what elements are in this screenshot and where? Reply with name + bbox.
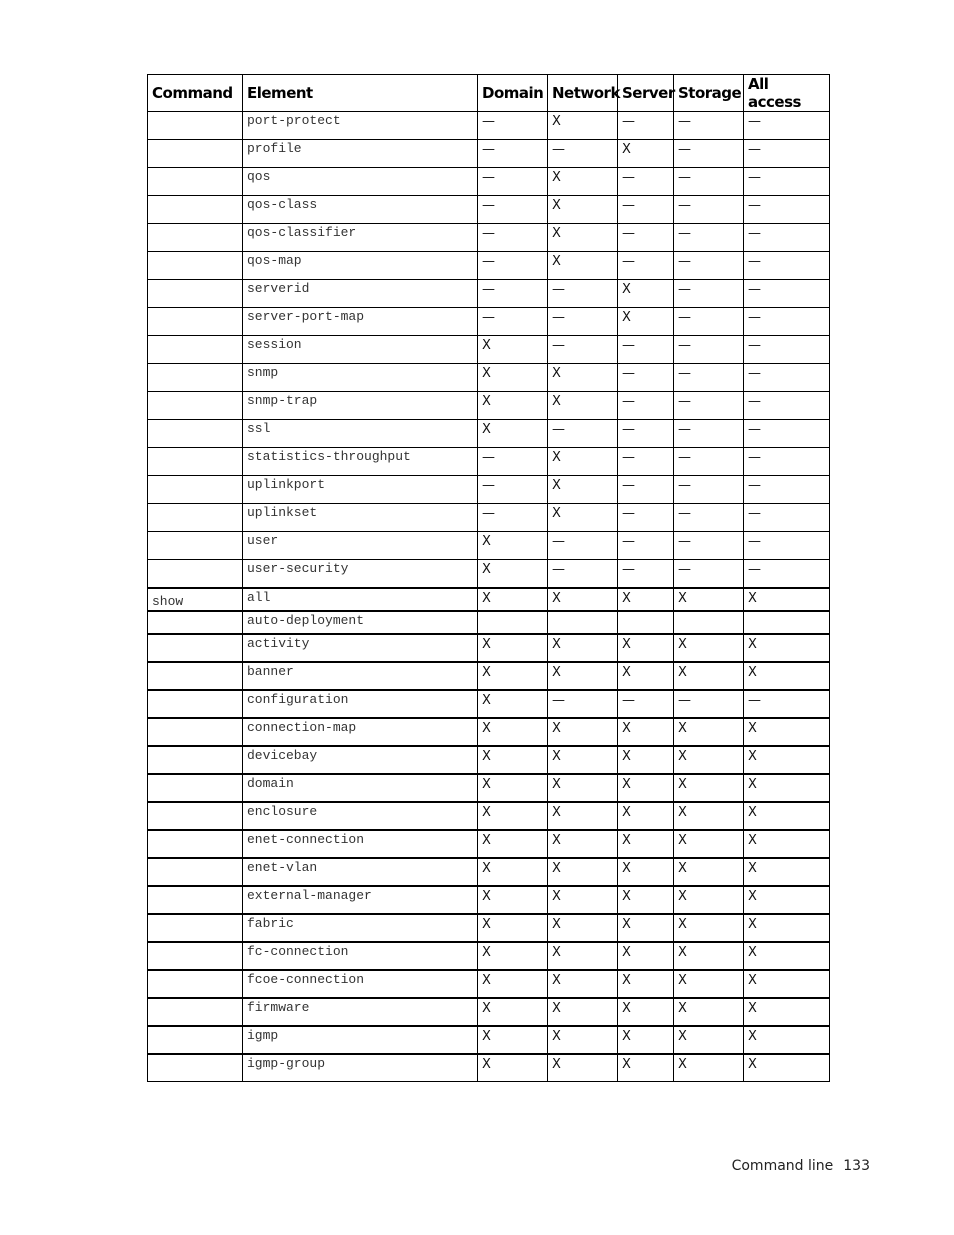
server-cell: X [618,858,674,886]
storage-cell [674,611,744,634]
table-row [148,336,830,364]
element-cell: qos-class [243,196,478,224]
network-cell: X [548,886,618,914]
domain-cell: X [478,998,548,1026]
all-access-cell: — [744,560,830,588]
table-row [148,392,830,420]
all-access-cell: — [744,532,830,560]
domain-cell: X [478,560,548,588]
network-cell: — [548,420,618,448]
server-cell: X [618,718,674,746]
storage-cell: — [674,196,744,224]
network-cell: X [548,718,618,746]
header-command: Command [148,75,243,112]
table-row [148,280,830,308]
storage-cell: — [674,252,744,280]
all-access-cell: X [744,914,830,942]
element-cell: firmware [243,998,478,1026]
element-cell: qos-map [243,252,478,280]
storage-cell: X [674,802,744,830]
element-cell: auto-deployment [243,611,478,634]
server-cell: X [618,1054,674,1082]
table-row [148,662,830,690]
all-access-cell: X [744,998,830,1026]
all-access-cell: X [744,886,830,914]
network-cell: — [548,140,618,168]
command-cell [148,1054,243,1082]
element-cell: enet-connection [243,830,478,858]
table-row [148,830,830,858]
network-cell: X [548,998,618,1026]
element-cell: fabric [243,914,478,942]
server-cell: X [618,970,674,998]
domain-cell: X [478,886,548,914]
network-cell: — [548,336,618,364]
server-cell: — [618,196,674,224]
element-cell: statistics-throughput [243,448,478,476]
network-cell: — [548,560,618,588]
footer-section-title: Command line [731,1158,834,1174]
element-cell: all [243,588,478,611]
all-access-cell: X [744,858,830,886]
table-row [148,886,830,914]
server-cell: — [618,476,674,504]
table-row [148,140,830,168]
command-cell [148,308,243,336]
domain-cell: X [478,588,548,611]
table-row [148,998,830,1026]
all-access-cell: — [744,392,830,420]
element-cell: qos [243,168,478,196]
network-cell: X [548,970,618,998]
element-cell: snmp [243,364,478,392]
command-cell [148,802,243,830]
element-cell: fc-connection [243,942,478,970]
network-cell: X [548,858,618,886]
server-cell: X [618,280,674,308]
all-access-cell: — [744,690,830,718]
domain-cell: — [478,280,548,308]
server-cell: X [618,830,674,858]
domain-cell: X [478,420,548,448]
server-cell: X [618,886,674,914]
domain-cell: — [478,308,548,336]
storage-cell: X [674,746,744,774]
server-cell: X [618,942,674,970]
domain-cell: — [478,112,548,140]
table-row [148,746,830,774]
table-row [148,420,830,448]
storage-cell: — [674,690,744,718]
all-access-cell: — [744,420,830,448]
element-cell: user [243,532,478,560]
server-cell: X [618,774,674,802]
all-access-cell: X [744,802,830,830]
command-cell [148,830,243,858]
storage-cell: — [674,280,744,308]
domain-cell: — [478,252,548,280]
table-row [148,196,830,224]
header-domain: Domain [478,75,548,112]
all-access-cell: X [744,634,830,662]
all-access-cell: — [744,168,830,196]
network-cell: X [548,942,618,970]
command-cell [148,746,243,774]
server-cell: — [618,112,674,140]
table-row [148,970,830,998]
command-cell [148,718,243,746]
domain-cell: — [478,504,548,532]
table-row [148,774,830,802]
domain-cell: X [478,1026,548,1054]
domain-cell: X [478,662,548,690]
command-cell [148,774,243,802]
element-cell: serverid [243,280,478,308]
domain-cell: — [478,476,548,504]
all-access-cell: X [744,718,830,746]
table-row [148,942,830,970]
network-cell: X [548,476,618,504]
storage-cell: X [674,830,744,858]
network-cell: X [548,224,618,252]
domain-cell: X [478,802,548,830]
header-all-access: All access [744,75,830,112]
server-cell: — [618,504,674,532]
network-cell: X [548,1026,618,1054]
element-cell: igmp [243,1026,478,1054]
table-row [148,802,830,830]
domain-cell: X [478,858,548,886]
all-access-cell: X [744,588,830,611]
command-cell [148,560,243,588]
command-cell [148,364,243,392]
server-cell: X [618,588,674,611]
command-cell [148,998,243,1026]
command-cell [148,611,243,634]
command-cell [148,392,243,420]
all-access-cell: X [744,942,830,970]
table-row [148,504,830,532]
all-access-cell: — [744,196,830,224]
element-cell: ssl [243,420,478,448]
server-cell: — [618,364,674,392]
table-row [148,914,830,942]
all-access-cell: — [744,364,830,392]
network-cell [548,611,618,634]
command-cell [148,634,243,662]
domain-cell: X [478,634,548,662]
storage-cell: — [674,140,744,168]
table-row [148,476,830,504]
storage-cell: X [674,634,744,662]
storage-cell: — [674,392,744,420]
command-cell [148,942,243,970]
table-row [148,252,830,280]
command-cell [148,112,243,140]
server-cell: — [618,420,674,448]
element-cell: external-manager [243,886,478,914]
all-access-cell: X [744,774,830,802]
server-cell: X [618,998,674,1026]
storage-cell: X [674,774,744,802]
all-access-cell: — [744,280,830,308]
server-cell: — [618,224,674,252]
network-cell: X [548,252,618,280]
storage-cell: X [674,662,744,690]
network-cell: X [548,662,618,690]
command-cell [148,280,243,308]
command-cell [148,336,243,364]
storage-cell: — [674,420,744,448]
domain-cell: — [478,448,548,476]
table-row [148,448,830,476]
domain-cell [478,611,548,634]
network-cell: — [548,690,618,718]
domain-cell: X [478,970,548,998]
storage-cell: — [674,364,744,392]
domain-cell: — [478,168,548,196]
table-row [148,224,830,252]
element-cell: qos-classifier [243,224,478,252]
server-cell: X [618,914,674,942]
server-cell: X [618,1026,674,1054]
network-cell: X [548,168,618,196]
network-cell: X [548,504,618,532]
network-cell: X [548,392,618,420]
network-cell: X [548,802,618,830]
server-cell: X [618,746,674,774]
all-access-cell [744,611,830,634]
element-cell: user-security [243,560,478,588]
table-body [148,112,830,1082]
element-cell: devicebay [243,746,478,774]
all-access-cell: — [744,112,830,140]
all-access-cell: X [744,662,830,690]
server-cell: — [618,448,674,476]
server-cell: — [618,690,674,718]
storage-cell: — [674,448,744,476]
table-row [148,611,830,634]
network-cell: X [548,588,618,611]
page-footer [732,1158,870,1174]
command-cell [148,690,243,718]
command-cell [148,140,243,168]
all-access-cell: — [744,476,830,504]
element-cell: snmp-trap [243,392,478,420]
command-cell [148,168,243,196]
command-cell [148,886,243,914]
server-cell: — [618,336,674,364]
all-access-cell: — [744,336,830,364]
command-cell [148,504,243,532]
command-cell [148,420,243,448]
all-access-cell: X [744,1054,830,1082]
all-access-cell: X [744,1026,830,1054]
all-access-cell: — [744,448,830,476]
command-cell [148,970,243,998]
page-number: 133 [843,1158,870,1174]
domain-cell: X [478,336,548,364]
element-cell: uplinkset [243,504,478,532]
storage-cell: — [674,308,744,336]
storage-cell: X [674,998,744,1026]
table-row [148,308,830,336]
all-access-cell: — [744,308,830,336]
network-cell: — [548,308,618,336]
table-row [148,690,830,718]
network-cell: X [548,112,618,140]
domain-cell: — [478,224,548,252]
storage-cell: X [674,588,744,611]
table-row [148,1026,830,1054]
server-cell: X [618,662,674,690]
element-cell: fcoe-connection [243,970,478,998]
storage-cell: — [674,504,744,532]
command-cell [148,252,243,280]
header-storage: Storage [674,75,744,112]
domain-cell: X [478,718,548,746]
storage-cell: X [674,886,744,914]
table-row [148,364,830,392]
table-row [148,168,830,196]
command-cell [148,532,243,560]
server-cell: X [618,308,674,336]
network-cell: X [548,914,618,942]
domain-cell: X [478,690,548,718]
command-cell [148,196,243,224]
server-cell: — [618,392,674,420]
command-cell [148,224,243,252]
storage-cell: — [674,476,744,504]
domain-cell: — [478,196,548,224]
element-cell: activity [243,634,478,662]
table-row [148,112,830,140]
table-row [148,858,830,886]
network-cell: X [548,1054,618,1082]
element-cell: configuration [243,690,478,718]
element-cell: domain [243,774,478,802]
header-network: Network [548,75,618,112]
all-access-cell: — [744,504,830,532]
domain-cell: X [478,364,548,392]
all-access-cell: X [744,970,830,998]
storage-cell: X [674,858,744,886]
storage-cell: — [674,560,744,588]
table-row [148,1054,830,1082]
command-cell [148,476,243,504]
element-cell: port-protect [243,112,478,140]
storage-cell: X [674,942,744,970]
element-cell: enet-vlan [243,858,478,886]
command-cell [148,662,243,690]
server-cell: — [618,168,674,196]
command-cell [148,448,243,476]
table-row [148,588,830,611]
domain-cell: X [478,914,548,942]
command-cell [148,858,243,886]
storage-cell: — [674,532,744,560]
network-cell: X [548,448,618,476]
element-cell: profile [243,140,478,168]
domain-cell: X [478,392,548,420]
storage-cell: X [674,970,744,998]
network-cell: X [548,830,618,858]
server-cell: X [618,140,674,168]
all-access-cell: — [744,140,830,168]
network-cell: — [548,532,618,560]
table-row [148,634,830,662]
storage-cell: X [674,914,744,942]
server-cell [618,611,674,634]
element-cell: session [243,336,478,364]
element-cell: enclosure [243,802,478,830]
network-cell: — [548,280,618,308]
storage-cell: — [674,336,744,364]
element-cell: uplinkport [243,476,478,504]
permissions-table [147,74,830,1082]
domain-cell: X [478,746,548,774]
storage-cell: X [674,1054,744,1082]
storage-cell: — [674,224,744,252]
network-cell: X [548,364,618,392]
header-server: Server [618,75,674,112]
network-cell: X [548,196,618,224]
element-cell: server-port-map [243,308,478,336]
server-cell: X [618,634,674,662]
all-access-cell: — [744,252,830,280]
all-access-cell: — [744,224,830,252]
server-cell: X [618,802,674,830]
element-cell: igmp-group [243,1054,478,1082]
domain-cell: X [478,532,548,560]
network-cell: X [548,774,618,802]
all-access-cell: X [744,746,830,774]
storage-cell: X [674,718,744,746]
storage-cell: — [674,112,744,140]
all-access-cell: X [744,830,830,858]
command-cell [148,914,243,942]
table-row [148,532,830,560]
network-cell: X [548,746,618,774]
table-header-row [148,75,830,112]
domain-cell: — [478,140,548,168]
server-cell: — [618,532,674,560]
table-row [148,718,830,746]
storage-cell: — [674,168,744,196]
domain-cell: X [478,774,548,802]
network-cell: X [548,634,618,662]
domain-cell: X [478,942,548,970]
domain-cell: X [478,1054,548,1082]
storage-cell: X [674,1026,744,1054]
table-row [148,560,830,588]
command-cell: show [148,588,243,611]
element-cell: banner [243,662,478,690]
server-cell: — [618,252,674,280]
header-element: Element [243,75,478,112]
command-cell [148,1026,243,1054]
element-cell: connection-map [243,718,478,746]
domain-cell: X [478,830,548,858]
server-cell: — [618,560,674,588]
